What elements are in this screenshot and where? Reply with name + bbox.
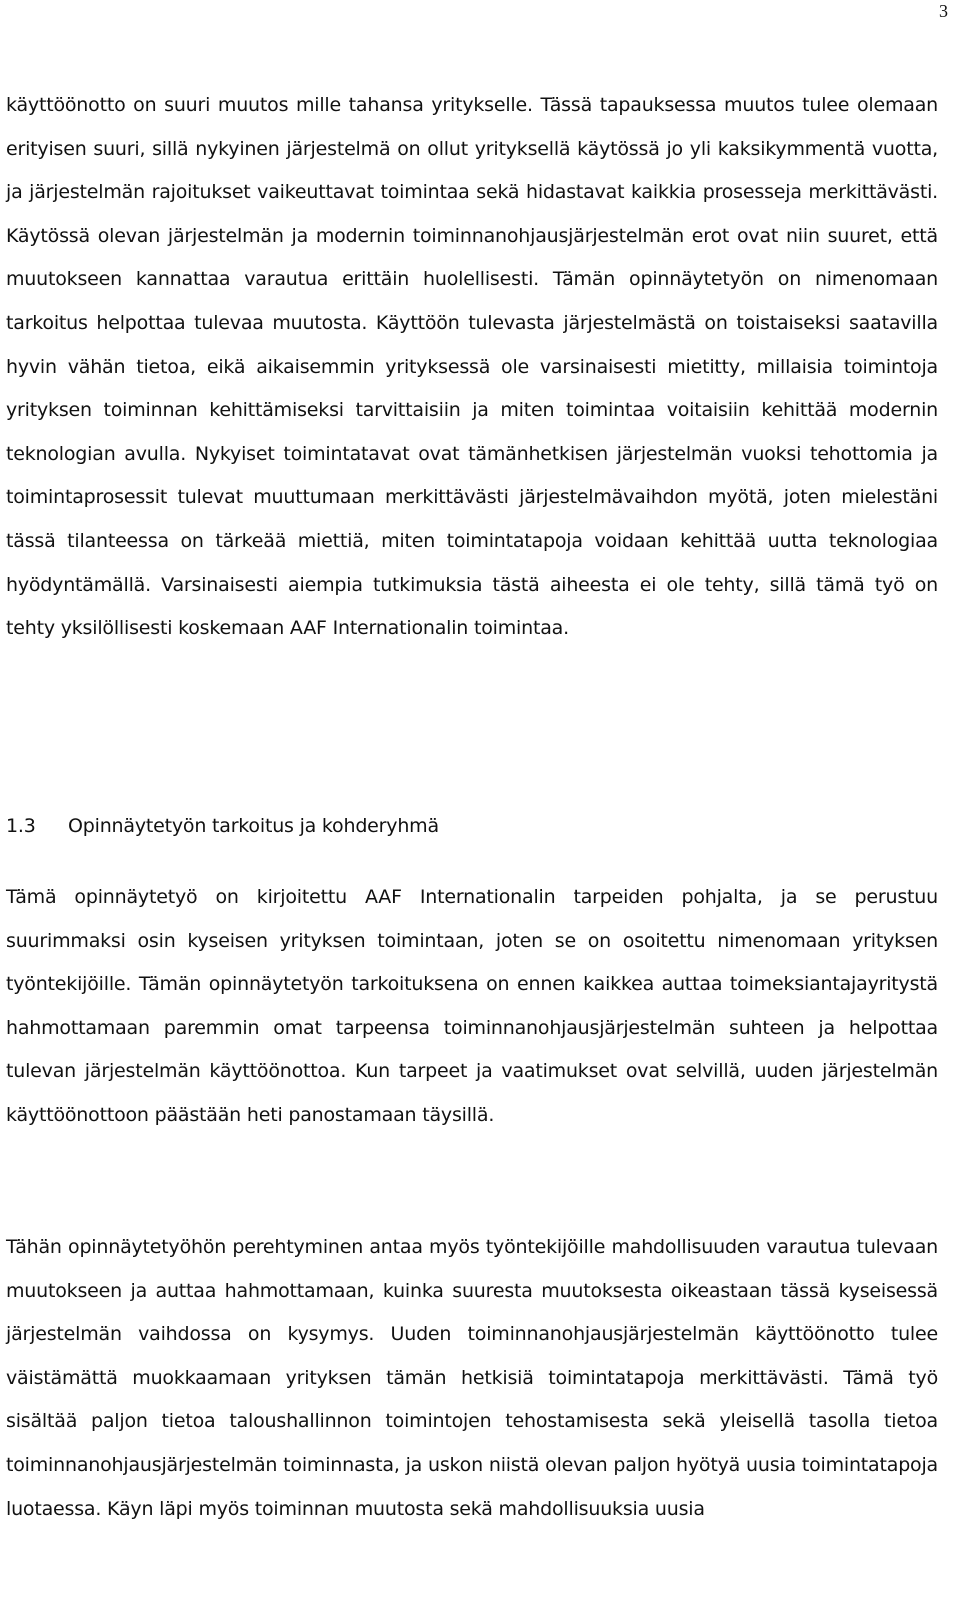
section-heading	[6, 805, 439, 848]
section-number: 1.3	[6, 815, 36, 837]
paragraph-intro: käyttöönotto on suuri muutos mille tahansa yritykselle. Tässä tapauksessa muutos tulee olemaan erityisen suuri, sillä nykyinen järjestelmä on ollut yrityksellä käytössä jo yli kaksikymmentä vuotta, ja järjestelmän rajoitukset vaikeuttavat toimintaa sekä hidastavat kaikkia prosesseja merkittävästi. Käytössä olevan järjestelmän ja modernin toiminnanohjausjärjestelmän erot ovat niin suuret, että muutokseen kannattaa varautua erittäin huolellisesti. Tämän opinnäytetyön on nimenomaan tarkoitus helpottaa tulevaa muutosta. Käyttöön tulevasta järjestelmästä on toistaiseksi saatavilla hyvin vähän tietoa, eikä aikaisemmin yrityksessä ole varsinaisesti mietitty, millaisia toimintoja yrityksen toiminnan kehittämiseksi tarvittaisiin ja miten toimintaa voitaisiin kehittää modernin teknologian avulla. Nykyiset toimintatavat ovat tämänhetkisen järjestelmän vuoksi tehottomia ja toimintaprosessit tulevat muuttumaan merkittävästi järjestelmävaihdon myötä, joten mielestäni tässä tilanteessa on tärkeää miettiä, miten toimintatapoja voidaan kehittää uutta teknologiaa hyödyntämällä. Varsinaisesti aiempia tutkimuksia tästä aiheesta ei ole tehty, sillä tämä työ on tehty yksilöllisesti koskemaan AAF Internationalin toimintaa.	[6, 94, 938, 640]
paragraph-purpose: Tämä opinnäytetyö on kirjoitettu AAF Internationalin tarpeiden pohjalta, ja se perustuu suurimmaksi osin kyseisen yrityksen toimintaan, joten se on osoitettu nimenomaan yrityksen työntekijöille. Tämän opinnäytetyön tarkoituksena on ennen kaikkea auttaa toimeksiantajayritystä hahmottamaan paremmin omat tarpeensa toiminnanohjausjärjestelmän suhteen ja helpottaa tulevan järjestelmän käyttöönottoa. Kun tarpeet ja vaatimukset ovat selvillä, uuden järjestelmän käyttöönottoon päästään heti panostamaan täysillä.	[6, 886, 938, 1126]
page-number: 3	[939, 1, 948, 21]
section-title: Opinnäytetyön tarkoitus ja kohderyhmä	[68, 815, 439, 837]
paragraph-audience: Tähän opinnäytetyöhön perehtyminen antaa myös työntekijöille mahdollisuuden varautua tulevaan muutokseen ja auttaa hahmottamaan, kuinka suuresta muutoksesta oikeastaan tässä kyseisessä järjestelmän vaihdossa on kysymys. Uuden toiminnanohjausjärjestelmän käyttöönotto tulee väistämättä muokkaamaan yrityksen tämän hetkisiä toimintatapoja merkittävästi. Tämä työ sisältää paljon tietoa taloushallinnon toimintojen tehostamisesta sekä yleisellä tasolla tietoa toiminnanohjausjärjestelmän toiminnasta, ja uskon niistä olevan paljon hyötyä uusia toimintatapoja luotaessa. Käyn läpi myös toiminnan muutosta sekä mahdollisuuksia uusia	[6, 1236, 938, 1520]
